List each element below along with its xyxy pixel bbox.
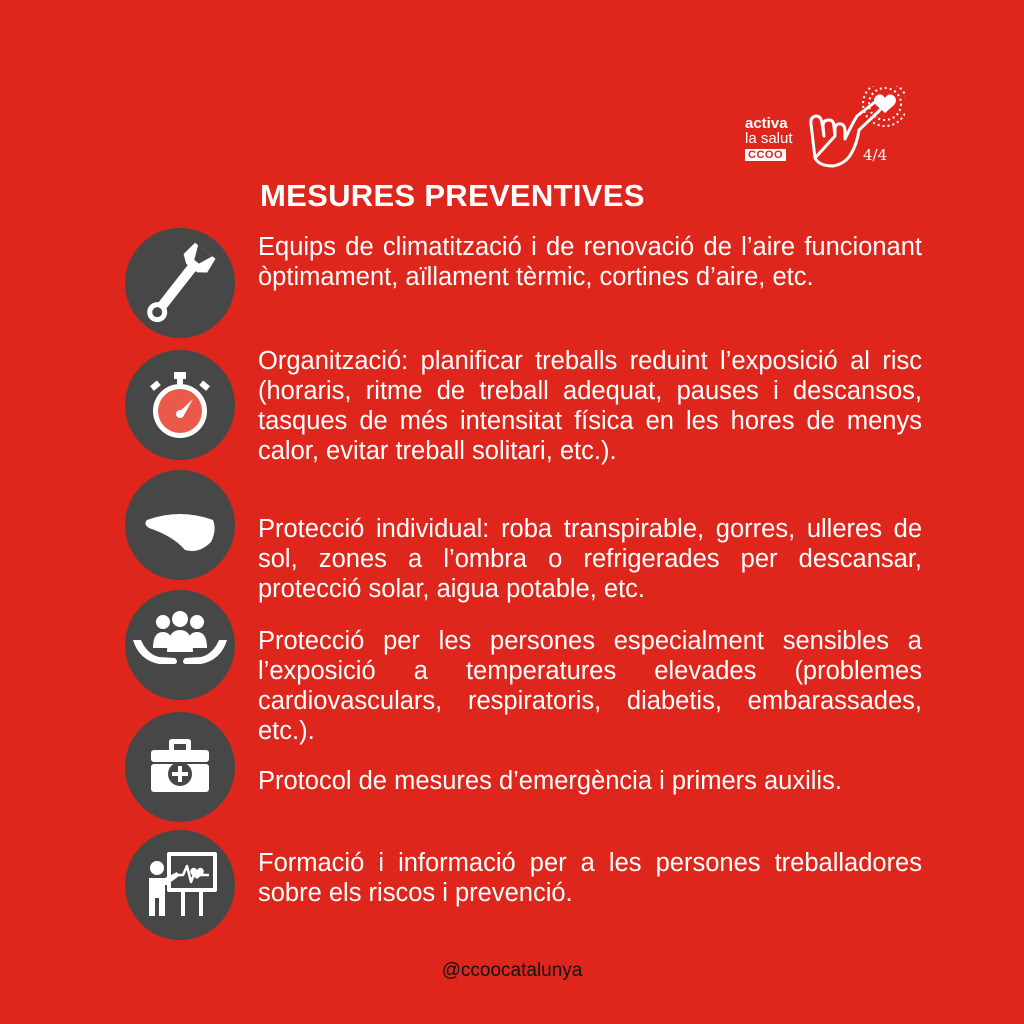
item-5-circle — [125, 712, 235, 822]
item-1-circle — [125, 228, 235, 338]
measure-item-persones-sensibles: Protecció per les persones especialment sensibles a l’exposició a temperatures elevades (problemes cardiovasculars, respiratoris, diabetis, embarassades, etc.). — [258, 627, 922, 745]
measure-item-climatitzacio: Equips de climatització i de renovació de l’aire funcionant òptimament, aïllament tèrmic, cortines d’aire, etc. — [258, 233, 922, 291]
logo-line1: activa — [745, 115, 788, 132]
item-4-circle — [125, 590, 235, 700]
social-handle: @ccoocatalunya — [441, 960, 583, 981]
page-title: MESURES PREVENTIVES — [260, 178, 645, 213]
logo-line2: la salut — [745, 130, 793, 147]
stopwatch-icon — [125, 350, 235, 460]
wrench-icon — [125, 228, 235, 338]
item-6-circle — [125, 830, 235, 940]
page-indicator: 4/4 — [863, 146, 888, 164]
measure-item-proteccio-individual: Protecció individual: roba transpirable, gorres, ulleres de sol, zones a l’ombra o refrigerades per descansar, protecció solar, aigua potable, etc. — [258, 515, 922, 603]
cap-icon — [125, 470, 235, 580]
activa-la-salut-logo — [745, 86, 905, 176]
first-aid-kit-icon — [125, 712, 235, 822]
item-3-circle — [125, 470, 235, 580]
trainer-board-icon — [125, 830, 235, 940]
measure-item-organitzacio: Organització: planificar treballs reduint l’exposició al risc (horaris, ritme de treball adequat, pauses i descansos, tasques de més intensitat física en les hores de menys calor, evitar treball solitari, etc.). — [258, 347, 922, 465]
logo-wordmark — [745, 116, 793, 161]
measure-item-formacio: Formació i informació per a les persones treballadores sobre els riscos i prevenció. — [258, 849, 922, 907]
people-hands-icon — [125, 590, 235, 700]
measure-item-protocol-emergencia: Protocol de mesures d’emergència i primers auxilis. — [258, 767, 842, 795]
item-2-circle — [125, 350, 235, 460]
ccoo-badge: CCOO — [745, 149, 786, 161]
pointing-hand-heart-icon — [805, 86, 905, 176]
